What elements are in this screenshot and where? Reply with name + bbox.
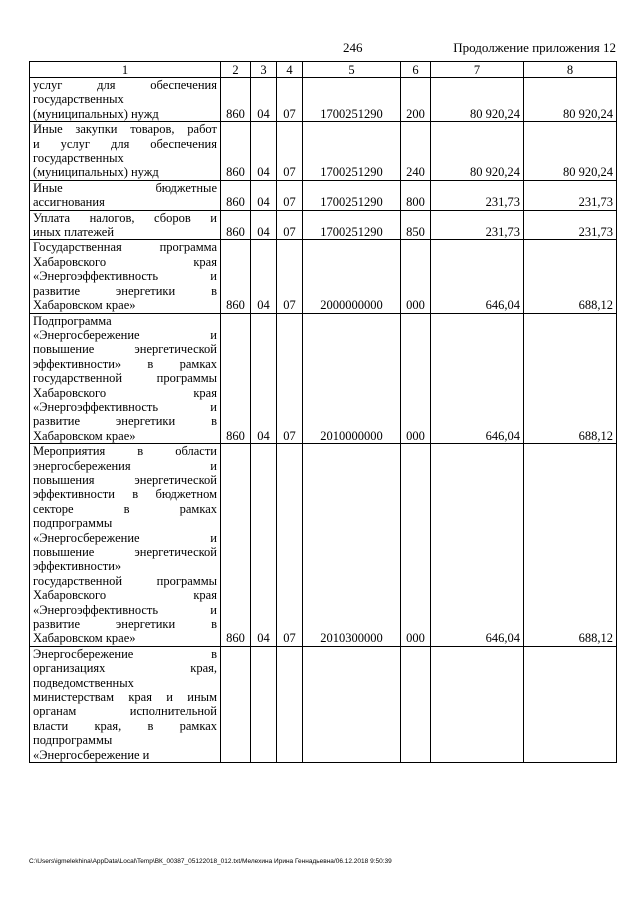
row-name-cell [30,78,221,122]
subsection-code-cell: 07 [277,78,303,122]
section-code-cell: 04 [251,78,277,122]
row-name-line: Иные закупки товаров, работ [33,122,217,137]
department-code-cell: 860 [221,444,251,647]
row-name-cell [30,313,221,444]
expense-type-cell: 850 [401,210,431,240]
expense-type-cell [401,646,431,762]
row-name-line: Хабаровском крае» [33,428,136,443]
row-name-line: государственных [33,92,124,107]
department-code-cell: 860 [221,122,251,181]
section-code-cell: 04 [251,122,277,181]
row-name-line: Хабаровского края [33,254,217,269]
amount-year2-cell: 80 920,24 [524,78,617,122]
subsection-code-cell: 07 [277,180,303,210]
amount-year1-cell: 646,04 [431,313,524,444]
department-code-cell: 860 [221,313,251,444]
amount-year2-cell [524,646,617,762]
row-name-line: государственных [33,151,124,166]
row-name-line: повышение энергетической [33,545,217,559]
table-row [30,122,617,181]
column-header: 2 [221,62,251,78]
row-name-line: эффективности» [33,559,122,574]
amount-year2-cell: 688,12 [524,240,617,313]
row-name-line: Иные бюджетные [33,180,217,195]
row-name-line: подведомственных [33,675,134,690]
row-name-line: Энергосбережение в [33,646,217,661]
row-name-line: министерствам края и иным [33,690,217,705]
amount-year2-cell: 688,12 [524,444,617,647]
section-code-cell: 04 [251,180,277,210]
section-code-cell: 04 [251,210,277,240]
row-name-cell [30,210,221,240]
table-row [30,78,617,122]
expense-type-cell: 240 [401,122,431,181]
amount-year1-cell [431,646,524,762]
row-name-line: повышения энергетической [33,472,217,487]
subsection-code-cell: 07 [277,444,303,647]
amount-year1-cell: 646,04 [431,444,524,647]
amount-year2-cell: 231,73 [524,180,617,210]
row-name-line: энергосбережения и [33,458,217,473]
row-name-line: «Энергосбережение и [33,530,217,545]
row-name-line: «Энергоэффективность и [33,399,217,414]
page-number: 246 [343,40,363,55]
amount-year1-cell: 646,04 [431,240,524,313]
row-name-line: «Энергоэффективность и [33,269,217,284]
column-header: 5 [303,62,401,78]
amount-year2-cell: 80 920,24 [524,122,617,181]
row-name-line: эффективности в бюджетном [33,487,217,502]
subsection-code-cell: 07 [277,122,303,181]
row-name-line: органам исполнительной [33,704,217,719]
row-name-line: государственной программы [33,573,217,588]
amount-year1-cell: 80 920,24 [431,78,524,122]
row-name-line: эффективности» в рамках [33,356,217,371]
table-row [30,240,617,313]
row-name-line: подпрограммы [33,733,113,748]
target-article-cell: 1700251290 [303,180,401,210]
department-code-cell: 860 [221,210,251,240]
budget-table [29,61,617,763]
table-row [30,313,617,444]
row-name-line: (муниципальных) нужд [33,165,159,180]
column-header: 4 [277,62,303,78]
row-name-line: Хабаровском крае» [33,631,136,646]
target-article-cell: 2010300000 [303,444,401,647]
expense-type-cell: 000 [401,313,431,444]
expense-type-cell: 000 [401,240,431,313]
table-header-row [30,62,617,78]
department-code-cell: 860 [221,78,251,122]
row-name-line: Хабаровском крае» [33,298,136,313]
amount-year1-cell: 231,73 [431,180,524,210]
table-row [30,444,617,647]
amount-year2-cell: 688,12 [524,313,617,444]
table-body [30,78,617,763]
target-article-cell: 2000000000 [303,240,401,313]
row-name-line: иных платежей [33,225,115,240]
target-article-cell: 1700251290 [303,78,401,122]
section-code-cell: 04 [251,240,277,313]
row-name-line: развитие энергетики в [33,414,217,429]
target-article-cell: 1700251290 [303,210,401,240]
table-row [30,180,617,210]
row-name-cell [30,444,221,647]
row-name-line: подпрограммы [33,516,113,531]
target-article-cell: 2010000000 [303,313,401,444]
row-name-line: развитие энергетики в [33,283,217,298]
subsection-code-cell: 07 [277,313,303,444]
column-header: 3 [251,62,277,78]
subsection-code-cell [277,646,303,762]
expense-type-cell: 800 [401,180,431,210]
row-name-cell [30,240,221,313]
section-code-cell: 04 [251,444,277,647]
row-name-line: государственной программы [33,371,217,386]
row-name-line: Хабаровского края [33,385,217,400]
column-header: 7 [431,62,524,78]
row-name-line: ассигнования [33,195,105,210]
target-article-cell: 1700251290 [303,122,401,181]
department-code-cell: 860 [221,240,251,313]
row-name-cell [30,180,221,210]
appendix-continuation-label: Продолжение приложения 12 [453,40,616,55]
row-name-line: (муниципальных) нужд [33,106,159,121]
subsection-code-cell: 07 [277,210,303,240]
row-name-line: организациях края, [33,661,217,676]
row-name-cell [30,646,221,762]
table-row [30,210,617,240]
target-article-cell [303,646,401,762]
column-header: 1 [30,62,221,78]
expense-type-cell: 200 [401,78,431,122]
row-name-line: Мероприятия в области [33,444,217,459]
subsection-code-cell: 07 [277,240,303,313]
row-name-cell [30,122,221,181]
footer-file-path: C:\Users\igmelekhina\AppData\Local\Temp\ВК_00387_05122018_012.txt/Мелехина Ирина Геннадьевна/06.12.2018 9:50:39 [29,858,392,865]
column-header: 6 [401,62,431,78]
expense-type-cell: 000 [401,444,431,647]
row-name-line: «Энергоэффективность и [33,602,217,617]
section-code-cell: 04 [251,313,277,444]
row-name-line: услуг для обеспечения [33,78,217,92]
row-name-line: и услуг для обеспечения [33,136,217,151]
column-header: 8 [524,62,617,78]
row-name-line: Уплата налогов, сборов и [33,210,217,225]
amount-year2-cell: 231,73 [524,210,617,240]
row-name-line: Подпрограмма [33,313,112,328]
amount-year1-cell: 80 920,24 [431,122,524,181]
row-name-line: Хабаровского края [33,588,217,603]
row-name-line: секторе в рамках [33,501,217,516]
department-code-cell: 860 [221,180,251,210]
row-name-line: «Энергосбережение и [33,747,150,762]
amount-year1-cell: 231,73 [431,210,524,240]
department-code-cell [221,646,251,762]
row-name-line: власти края, в рамках [33,718,217,733]
row-name-line: «Энергосбережение и [33,327,217,342]
row-name-line: повышение энергетической [33,342,217,357]
table-row [30,646,617,762]
section-code-cell [251,646,277,762]
row-name-line: Государственная программа [33,240,217,255]
row-name-line: развитие энергетики в [33,617,217,632]
